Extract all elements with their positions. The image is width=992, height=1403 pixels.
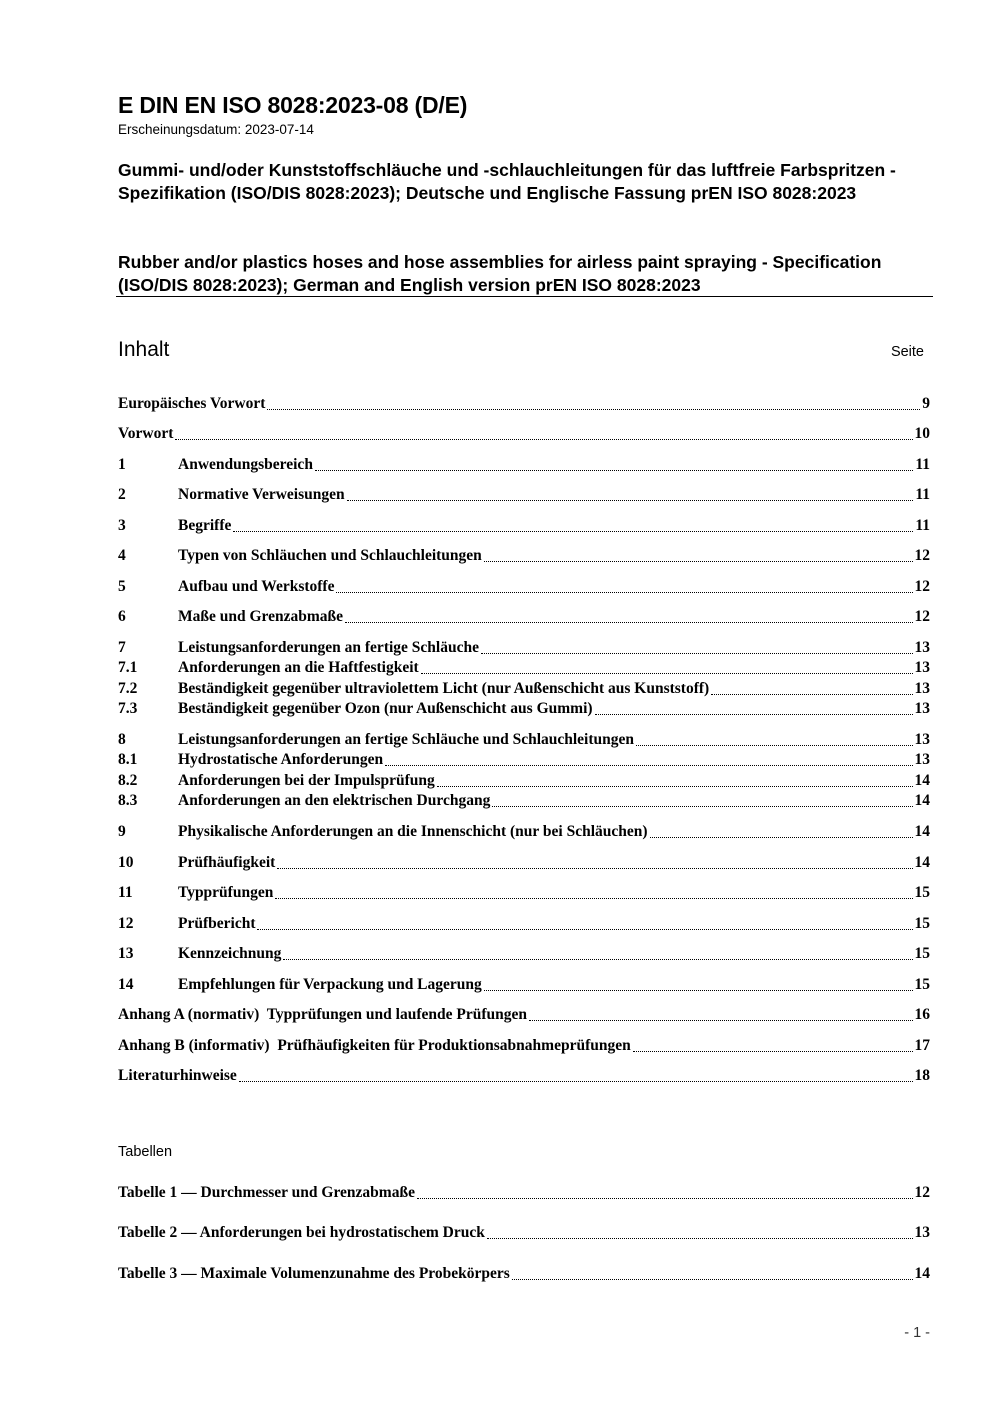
toc-entry-label: Beständigkeit gegenüber ultraviolettem Licht (nur Außenschicht aus Kunststoff)	[178, 680, 710, 697]
leader-dots	[233, 531, 913, 532]
toc-entry[interactable]	[118, 425, 930, 445]
toc-entry-label: Kennzeichnung	[178, 945, 282, 962]
toc-entry-number: 3	[118, 517, 126, 534]
leader-dots	[347, 500, 914, 501]
toc-entry-number: 5	[118, 578, 126, 595]
toc-entry[interactable]	[118, 700, 930, 720]
leader-dots	[175, 439, 912, 440]
toc-entry-page: 15	[914, 915, 930, 932]
toc-entry[interactable]	[118, 1067, 930, 1087]
toc-entry-number: 1	[118, 456, 126, 473]
tables-heading: Tabellen	[118, 1144, 173, 1160]
toc-entry-number: 4	[118, 547, 126, 564]
toc-entry-label: Typprüfungen	[178, 884, 274, 901]
toc-entry-number: 7	[118, 639, 126, 656]
toc-entry-page: 13	[914, 731, 930, 748]
toc-entry-label: Hydrostatische Anforderungen	[178, 751, 384, 768]
toc-entry-label: Europäisches Vorwort	[118, 395, 266, 412]
toc-entry[interactable]	[118, 751, 930, 771]
toc-entry-label: Anwendungsbereich	[178, 456, 313, 473]
toc-entry-label: Anforderungen an die Haftfestigkeit	[178, 659, 419, 676]
toc-entry-label: Anhang A (normativ) Typprüfungen und laufende Prüfungen	[118, 1006, 527, 1023]
leader-dots	[650, 837, 913, 838]
toc-entry-number: 8.2	[118, 772, 138, 789]
page-number: - 1 -	[904, 1325, 930, 1341]
table-entry[interactable]	[118, 1265, 930, 1285]
table-entry[interactable]	[118, 1224, 930, 1244]
toc-entry-label: Leistungsanforderungen an fertige Schläuche	[178, 639, 479, 656]
toc-entry[interactable]	[118, 456, 930, 476]
toc-entry-number: 7.2	[118, 680, 138, 697]
toc-entry[interactable]	[118, 731, 930, 751]
leader-dots	[257, 929, 912, 930]
toc-entry[interactable]	[118, 854, 930, 874]
toc-entry[interactable]	[118, 547, 930, 567]
leader-dots	[315, 470, 913, 471]
toc-entry-page: 13	[914, 700, 930, 717]
toc-entry-page: 17	[914, 1037, 930, 1054]
toc-entry-label: Empfehlungen für Verpackung und Lagerung	[178, 976, 482, 993]
toc-entry-number: 12	[118, 915, 134, 932]
toc-entry-page: 18	[914, 1067, 930, 1084]
leader-dots	[492, 806, 912, 807]
toc-entry-number: 13	[118, 945, 134, 962]
toc-entry-label: Maße und Grenzabmaße	[178, 608, 344, 625]
leader-dots	[267, 409, 920, 410]
table-entry-label: Tabelle 2 — Anforderungen bei hydrostatischem Druck	[118, 1224, 485, 1241]
leader-dots	[239, 1081, 913, 1082]
publication-date: Erscheinungsdatum: 2023-07-14	[118, 122, 314, 137]
leader-dots	[529, 1020, 913, 1021]
leader-dots	[385, 765, 912, 766]
leader-dots	[633, 1051, 913, 1052]
toc-entry[interactable]	[118, 395, 930, 415]
toc-entry[interactable]	[118, 915, 930, 935]
toc-entry-page: 14	[914, 792, 930, 809]
leader-dots	[512, 1279, 913, 1280]
toc-entry-label: Prüfbericht	[178, 915, 256, 932]
toc-entry-page: 15	[914, 945, 930, 962]
leader-dots	[275, 898, 912, 899]
leader-dots	[484, 561, 913, 562]
toc-entry-page: 11	[915, 486, 930, 503]
toc-entry-number: 7.1	[118, 659, 138, 676]
toc-entry-page: 9	[922, 395, 930, 412]
toc-entry-page: 10	[914, 425, 930, 442]
toc-entry-label: Typen von Schläuchen und Schlauchleitungen	[178, 547, 482, 564]
toc-entry-page: 11	[915, 517, 930, 534]
toc-entry-page: 12	[914, 547, 930, 564]
toc-entry[interactable]	[118, 608, 930, 628]
leader-dots	[345, 622, 912, 623]
toc-entry[interactable]	[118, 823, 930, 843]
title-german: Gummi- und/oder Kunststoffschläuche und -schlauchleitungen für das luftfreie Farbspritzen - Spezifikation (ISO/DIS 8028:2023); Deutsche und Englische Fassung prEN ISO 8028:2023	[118, 160, 896, 203]
table-entry-label: Tabelle 3 — Maximale Volumenzunahme des Probekörpers	[118, 1265, 510, 1282]
toc-entry-label: Anhang B (informativ) Prüfhäufigkeiten für Produktionsabnahmeprüfungen	[118, 1037, 631, 1054]
toc-entry-number: 8.3	[118, 792, 138, 809]
toc-entry[interactable]	[118, 639, 930, 659]
toc-heading: Inhalt	[118, 338, 170, 361]
toc-entry[interactable]	[118, 792, 930, 812]
leader-dots	[283, 959, 912, 960]
toc-entry-number: 7.3	[118, 700, 138, 717]
toc-entry-page: 14	[914, 772, 930, 789]
leader-dots	[336, 592, 912, 593]
toc-entry[interactable]	[118, 884, 930, 904]
toc-entry-number: 11	[118, 884, 133, 901]
toc-entry-label: Literaturhinweise	[118, 1067, 237, 1084]
toc-entry-label: Beständigkeit gegenüber Ozon (nur Außenschicht aus Gummi)	[178, 700, 593, 717]
toc-entry[interactable]	[118, 486, 930, 506]
toc-entry-page: 12	[914, 578, 930, 595]
toc-entry-number: 8	[118, 731, 126, 748]
leader-dots	[484, 990, 913, 991]
table-entry-page: 13	[914, 1224, 930, 1241]
toc-entry-label: Physikalische Anforderungen an die Innenschicht (nur bei Schläuchen)	[178, 823, 648, 840]
leader-dots	[595, 714, 913, 715]
table-entry-label: Tabelle 1 — Durchmesser und Grenzabmaße	[118, 1184, 415, 1201]
toc-entry-number: 9	[118, 823, 126, 840]
toc-entry-page: 15	[914, 884, 930, 901]
leader-dots	[481, 653, 913, 654]
toc-entry-label: Aufbau und Werkstoffe	[178, 578, 335, 595]
toc-entry[interactable]	[118, 659, 930, 679]
toc-entry-page: 14	[914, 854, 930, 871]
toc-entry-label: Normative Verweisungen	[178, 486, 345, 503]
leader-dots	[277, 868, 912, 869]
toc-entry[interactable]	[118, 578, 930, 598]
toc-entry[interactable]	[118, 772, 930, 792]
toc-entry[interactable]	[118, 945, 930, 965]
table-entry-page: 12	[914, 1184, 930, 1201]
toc-entry-page: 13	[914, 659, 930, 676]
title-divider	[116, 296, 933, 297]
leader-dots	[711, 694, 912, 695]
title-english: Rubber and/or plastics hoses and hose assemblies for airless paint spraying - Specification (ISO/DIS 8028:2023); German and English version prEN ISO 8028:2023	[118, 252, 882, 295]
leader-dots	[437, 786, 913, 787]
toc-entry-page: 15	[914, 976, 930, 993]
table-entry-page: 14	[914, 1265, 930, 1282]
toc-entry[interactable]	[118, 680, 930, 700]
leader-dots	[487, 1238, 913, 1239]
toc-entry[interactable]	[118, 1037, 930, 1057]
toc-entry-page: 11	[915, 456, 930, 473]
toc-entry[interactable]	[118, 517, 930, 537]
toc-entry-label: Vorwort	[118, 425, 174, 442]
toc-entry-number: 10	[118, 854, 134, 871]
leader-dots	[421, 673, 913, 674]
toc-entry-label: Prüfhäufigkeit	[178, 854, 276, 871]
toc-entry-page: 13	[914, 680, 930, 697]
toc-entry-label: Leistungsanforderungen an fertige Schläuche und Schlauchleitungen	[178, 731, 635, 748]
toc-entry-number: 6	[118, 608, 126, 625]
toc-entry-page: 16	[914, 1006, 930, 1023]
toc-entry-page: 13	[914, 639, 930, 656]
toc-entry-page: 13	[914, 751, 930, 768]
toc-entry-page: 14	[914, 823, 930, 840]
toc-entry-label: Anforderungen an den elektrischen Durchgang	[178, 792, 491, 809]
toc-entry-page: 12	[914, 608, 930, 625]
toc-entry[interactable]	[118, 976, 930, 996]
toc-entry-number: 2	[118, 486, 126, 503]
toc-entry[interactable]	[118, 1006, 930, 1026]
table-entry[interactable]	[118, 1184, 930, 1204]
leader-dots	[417, 1198, 913, 1199]
toc-entry-label: Begriffe	[178, 517, 232, 534]
toc-entry-label: Anforderungen bei der Impulsprüfung	[178, 772, 435, 789]
leader-dots	[636, 745, 912, 746]
toc-entry-number: 8.1	[118, 751, 138, 768]
document-id: E DIN EN ISO 8028:2023-08 (D/E)	[118, 92, 468, 118]
toc-entry-number: 14	[118, 976, 134, 993]
toc-page-column-heading: Seite	[890, 344, 924, 360]
